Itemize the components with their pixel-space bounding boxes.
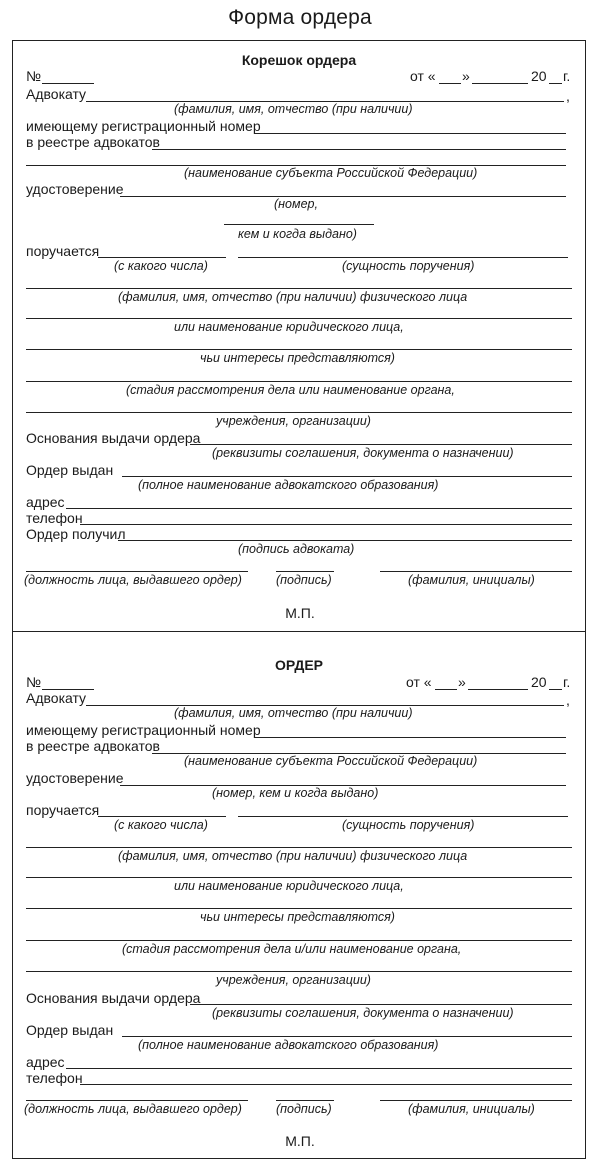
stub-interests-field[interactable] bbox=[26, 349, 572, 350]
order-cap-initials: (фамилия, инициалы) bbox=[408, 1102, 535, 1116]
order-cap-number-issued: (номер, кем и когда выдано) bbox=[212, 786, 379, 800]
order-initials-field[interactable] bbox=[380, 1100, 572, 1101]
stub-cap-legal: или наименование юридического лица, bbox=[174, 320, 404, 334]
order-address-field[interactable] bbox=[66, 1068, 572, 1069]
order-advocate-label: Адвокату bbox=[26, 690, 87, 706]
stub-cap-from-date: (с какого числа) bbox=[114, 259, 208, 273]
order-date-year: 20 bbox=[531, 674, 547, 690]
order-phone-label: телефон bbox=[26, 1070, 83, 1086]
stub-reg-number-label: имеющему регистрационный номер bbox=[26, 118, 261, 134]
stub-cap-signature: (подпись) bbox=[276, 573, 332, 587]
stub-received-label: Ордер получил bbox=[26, 526, 126, 542]
order-date-year-field[interactable] bbox=[549, 689, 562, 690]
stub-cap-number: (номер, bbox=[274, 197, 318, 211]
stub-registry-label: в реестре адвокатов bbox=[26, 134, 160, 150]
stub-cap-interests: чьи интересы представляются) bbox=[200, 351, 395, 365]
order-physical-field[interactable] bbox=[26, 847, 572, 848]
stub-stamp: М.П. bbox=[285, 605, 315, 621]
order-signature-field[interactable] bbox=[276, 1100, 334, 1101]
order-grounds-field[interactable] bbox=[190, 1004, 572, 1005]
order-cap-position: (должность лица, выдавшего ордер) bbox=[24, 1102, 242, 1116]
stub-cap-position: (должность лица, выдавшего ордер) bbox=[24, 573, 242, 587]
stub-cap-initials: (фамилия, инициалы) bbox=[408, 573, 535, 587]
order-advocate-comma: , bbox=[566, 692, 570, 708]
stub-phone-field[interactable] bbox=[80, 524, 572, 525]
stub-date-from: от « bbox=[410, 68, 436, 84]
order-number-label: № bbox=[26, 674, 42, 690]
order-cap-stage: (стадия рассмотрения дела и/или наименование органа, bbox=[122, 942, 462, 956]
order-date-from: от « bbox=[406, 674, 432, 690]
order-grounds-label: Основания выдачи ордера bbox=[26, 990, 201, 1006]
stub-cap-physical: (фамилия, имя, отчество (при наличии) физического лица bbox=[118, 290, 468, 304]
stub-issued-label: Ордер выдан bbox=[26, 462, 114, 478]
stub-issued-bar-field[interactable] bbox=[122, 476, 572, 477]
stub-from-date-field[interactable] bbox=[98, 257, 226, 258]
stub-essence-field[interactable] bbox=[238, 257, 568, 258]
stub-cap-fio: (фамилия, имя, отчество (при наличии) bbox=[174, 102, 413, 116]
order-date-day-field[interactable] bbox=[435, 689, 457, 690]
stub-date-year: 20 bbox=[531, 68, 547, 84]
order-cap-requisites: (реквизиты соглашения, документа о назначении) bbox=[212, 1006, 514, 1020]
stub-advocate-comma: , bbox=[566, 88, 570, 104]
stub-position-field[interactable] bbox=[26, 571, 248, 572]
stub-certificate-field[interactable] bbox=[120, 196, 566, 197]
stub-cap-stage: (стадия рассмотрения дела или наименование органа, bbox=[126, 383, 455, 397]
stub-registry-field[interactable] bbox=[152, 149, 566, 150]
stub-cap-requisites: (реквизиты соглашения, документа о назначении) bbox=[212, 446, 514, 460]
order-interests-field[interactable] bbox=[26, 908, 572, 909]
order-date-close: » bbox=[458, 674, 466, 690]
order-cap-legal: или наименование юридического лица, bbox=[174, 879, 404, 893]
order-address-label: адрес bbox=[26, 1054, 65, 1070]
stub-initials-field[interactable] bbox=[380, 571, 572, 572]
stub-reg-number-field[interactable] bbox=[254, 133, 566, 134]
order-cap-bar-name: (полное наименование адвокатского образования) bbox=[138, 1038, 439, 1052]
order-stage-field[interactable] bbox=[26, 940, 572, 941]
order-cap-subject: (наименование субъекта Российской Федерации) bbox=[184, 754, 478, 768]
order-reg-number-label: имеющему регистрационный номер bbox=[26, 722, 261, 738]
stub-entrusted-label: поручается bbox=[26, 243, 100, 259]
stub-cap-bar-name: (полное наименование адвокатского образования) bbox=[138, 478, 439, 492]
order-registry-label: в реестре адвокатов bbox=[26, 738, 160, 754]
stub-number-label: № bbox=[26, 68, 42, 84]
order-institution-field[interactable] bbox=[26, 971, 572, 972]
order-date-month-field[interactable] bbox=[468, 689, 528, 690]
stub-grounds-field[interactable] bbox=[190, 444, 572, 445]
stub-signature-field[interactable] bbox=[276, 571, 334, 572]
stub-date-day-field[interactable] bbox=[439, 83, 461, 84]
stub-grounds-label: Основания выдачи ордера bbox=[26, 430, 201, 446]
stub-legal-field[interactable] bbox=[26, 318, 572, 319]
stub-address-field[interactable] bbox=[66, 508, 572, 509]
order-reg-number-field[interactable] bbox=[254, 737, 566, 738]
order-certificate-label: удостоверение bbox=[26, 770, 124, 786]
stub-address-label: адрес bbox=[26, 494, 65, 510]
stub-date-close: » bbox=[462, 68, 470, 84]
stub-stage-field[interactable] bbox=[26, 381, 572, 382]
stub-cap-advocate-signature: (подпись адвоката) bbox=[238, 542, 355, 556]
stub-received-field[interactable] bbox=[118, 540, 572, 541]
stub-cap-issued: кем и когда выдано) bbox=[238, 227, 357, 241]
stub-heading: Корешок ордера bbox=[241, 52, 357, 68]
order-issued-label: Ордер выдан bbox=[26, 1022, 114, 1038]
stub-physical-field[interactable] bbox=[26, 288, 572, 289]
stub-institution-field[interactable] bbox=[26, 412, 572, 413]
stub-number-field[interactable] bbox=[42, 83, 94, 84]
stub-phone-label: телефон bbox=[26, 510, 83, 526]
order-cap-from-date: (с какого числа) bbox=[114, 818, 208, 832]
stub-date-month-field[interactable] bbox=[472, 83, 528, 84]
order-date-g: г. bbox=[563, 674, 571, 690]
stub-cap-subject: (наименование субъекта Российской Федерации) bbox=[184, 166, 478, 180]
order-phone-field[interactable] bbox=[80, 1084, 572, 1085]
stub-certificate-label: удостоверение bbox=[26, 181, 124, 197]
stub-advocate-label: Адвокату bbox=[26, 86, 87, 102]
order-from-date-field[interactable] bbox=[98, 816, 226, 817]
stub-date-year-field[interactable] bbox=[549, 83, 562, 84]
order-cap-fio: (фамилия, имя, отчество (при наличии) bbox=[174, 706, 413, 720]
stub-cap-essence: (сущность поручения) bbox=[342, 259, 475, 273]
order-legal-field[interactable] bbox=[26, 877, 572, 878]
stub-issued-field[interactable] bbox=[224, 224, 374, 225]
order-essence-field[interactable] bbox=[238, 816, 568, 817]
order-cap-institution: учреждения, организации) bbox=[216, 973, 371, 987]
order-position-field[interactable] bbox=[26, 1100, 248, 1101]
order-issued-bar-field[interactable] bbox=[122, 1036, 572, 1037]
order-cap-essence: (сущность поручения) bbox=[342, 818, 475, 832]
order-entrusted-label: поручается bbox=[26, 802, 100, 818]
stub-date-g: г. bbox=[563, 68, 571, 84]
order-heading: ОРДЕР bbox=[275, 657, 323, 673]
order-cap-physical: (фамилия, имя, отчество (при наличии) физического лица bbox=[118, 849, 468, 863]
page-title: Форма ордера bbox=[228, 6, 372, 29]
order-cap-interests: чьи интересы представляются) bbox=[200, 910, 395, 924]
stub-cap-institution: учреждения, организации) bbox=[216, 414, 371, 428]
order-stamp: М.П. bbox=[285, 1133, 315, 1149]
order-cap-signature: (подпись) bbox=[276, 1102, 332, 1116]
